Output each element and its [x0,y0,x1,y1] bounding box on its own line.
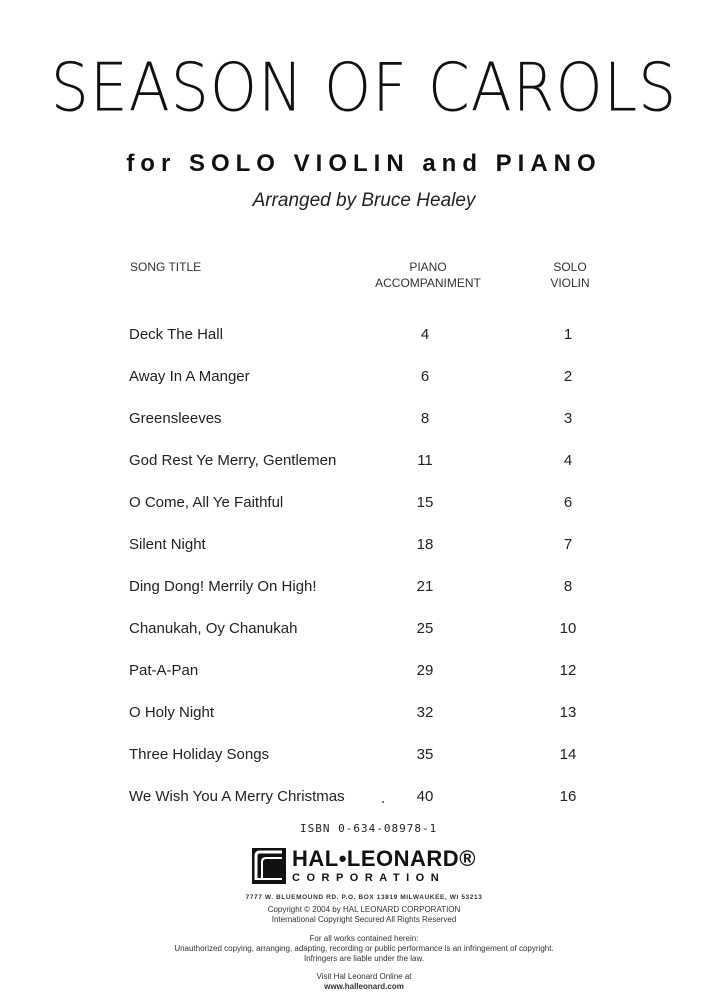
publisher-corporation: CORPORATION [292,872,446,884]
violin-page: 13 [559,704,577,721]
violin-page: 7 [563,536,573,553]
song-title: O Come, All Ye Faithful [129,494,284,511]
piano-page: 40 [416,788,434,805]
column-header-violin-line1: SOLO [553,260,587,274]
table-row [0,530,728,560]
table-row [0,740,728,770]
legal-notice-end: Infringers are liable under the law. [303,954,425,963]
column-header-violin-line2: VIOLIN [550,276,590,290]
table-row [0,782,728,812]
copyright-line: Copyright © 2004 by HAL LEONARD CORPORATION [267,905,461,914]
violin-page: 6 [563,494,573,511]
column-header-song-title: SONG TITLE [130,260,202,274]
song-title: Greensleeves [129,410,222,427]
table-row [0,656,728,686]
song-title: Pat-A-Pan [129,662,199,679]
song-title: Away In A Manger [129,368,250,385]
publisher-name: HAL•LEONARD® [292,846,476,871]
violin-page: 3 [563,410,573,427]
piano-page: 32 [416,704,434,721]
song-title: Deck The Hall [129,326,223,343]
book-title: SEASON OF CAROLS [50,48,678,128]
song-title: Three Holiday Songs [129,746,270,763]
column-header-piano-line1: PIANO [409,260,447,274]
piano-page: 4 [420,326,430,343]
piano-page: 11 [417,452,433,469]
piano-page: 29 [416,662,434,679]
piano-page: 15 [416,494,434,511]
table-row [0,572,728,602]
piano-page: 21 [416,578,434,595]
column-header-piano [360,259,496,291]
song-title: Silent Night [129,536,206,553]
table-row [0,488,728,518]
website-url: www.halleonard.com [324,982,404,991]
visit-online-text: Visit Hal Leonard Online at [316,972,412,981]
song-title: O Holy Night [129,704,215,721]
hal-leonard-logo [252,848,474,892]
isbn-number: ISBN 0-634-08978-1 [300,822,438,835]
violin-page: 4 [563,452,573,469]
piano-page: 35 [416,746,434,763]
violin-page: 14 [559,746,577,763]
table-row [0,698,728,728]
violin-page: 1 [563,326,573,343]
song-title: Ding Dong! Merrily On High! [129,578,317,595]
table-row [0,614,728,644]
piano-page: 25 [416,620,434,637]
legal-notice-intro: For all works contained herein: [309,934,419,943]
piano-page: 8 [420,410,430,427]
violin-page: 12 [559,662,577,679]
publisher-address: 7777 W. BLUEMOUND RD. P.O. BOX 13819 MILWAUKEE, WI 53213 [245,894,483,901]
song-title: Chanukah, Oy Chanukah [129,620,298,637]
table-row [0,362,728,392]
piano-page: 18 [416,536,434,553]
book-subtitle: for SOLO VIOLIN and PIANO [126,150,602,177]
column-header-violin [530,259,610,291]
piano-page: 6 [420,368,430,385]
song-title: We Wish You A Merry Christmas [129,788,345,805]
violin-page: 8 [563,578,573,595]
copyright-secured-line: International Copyright Secured All Rights Reserved [271,915,457,924]
hal-leonard-logo-icon [252,848,286,884]
table-row [0,446,728,476]
stray-dot [382,801,384,803]
violin-page: 2 [563,368,573,385]
violin-page: 10 [559,620,577,637]
legal-notice-body: Unauthorized copying, arranging, adapting, recording or public performance is an infringement of copyright. [174,944,554,953]
table-row [0,320,728,350]
table-row [0,404,728,434]
violin-page: 16 [559,788,577,805]
song-title: God Rest Ye Merry, Gentlemen [129,452,337,469]
column-header-piano-line2: ACCOMPANIMENT [375,276,481,290]
arranger-credit: Arranged by Bruce Healey [252,190,476,211]
